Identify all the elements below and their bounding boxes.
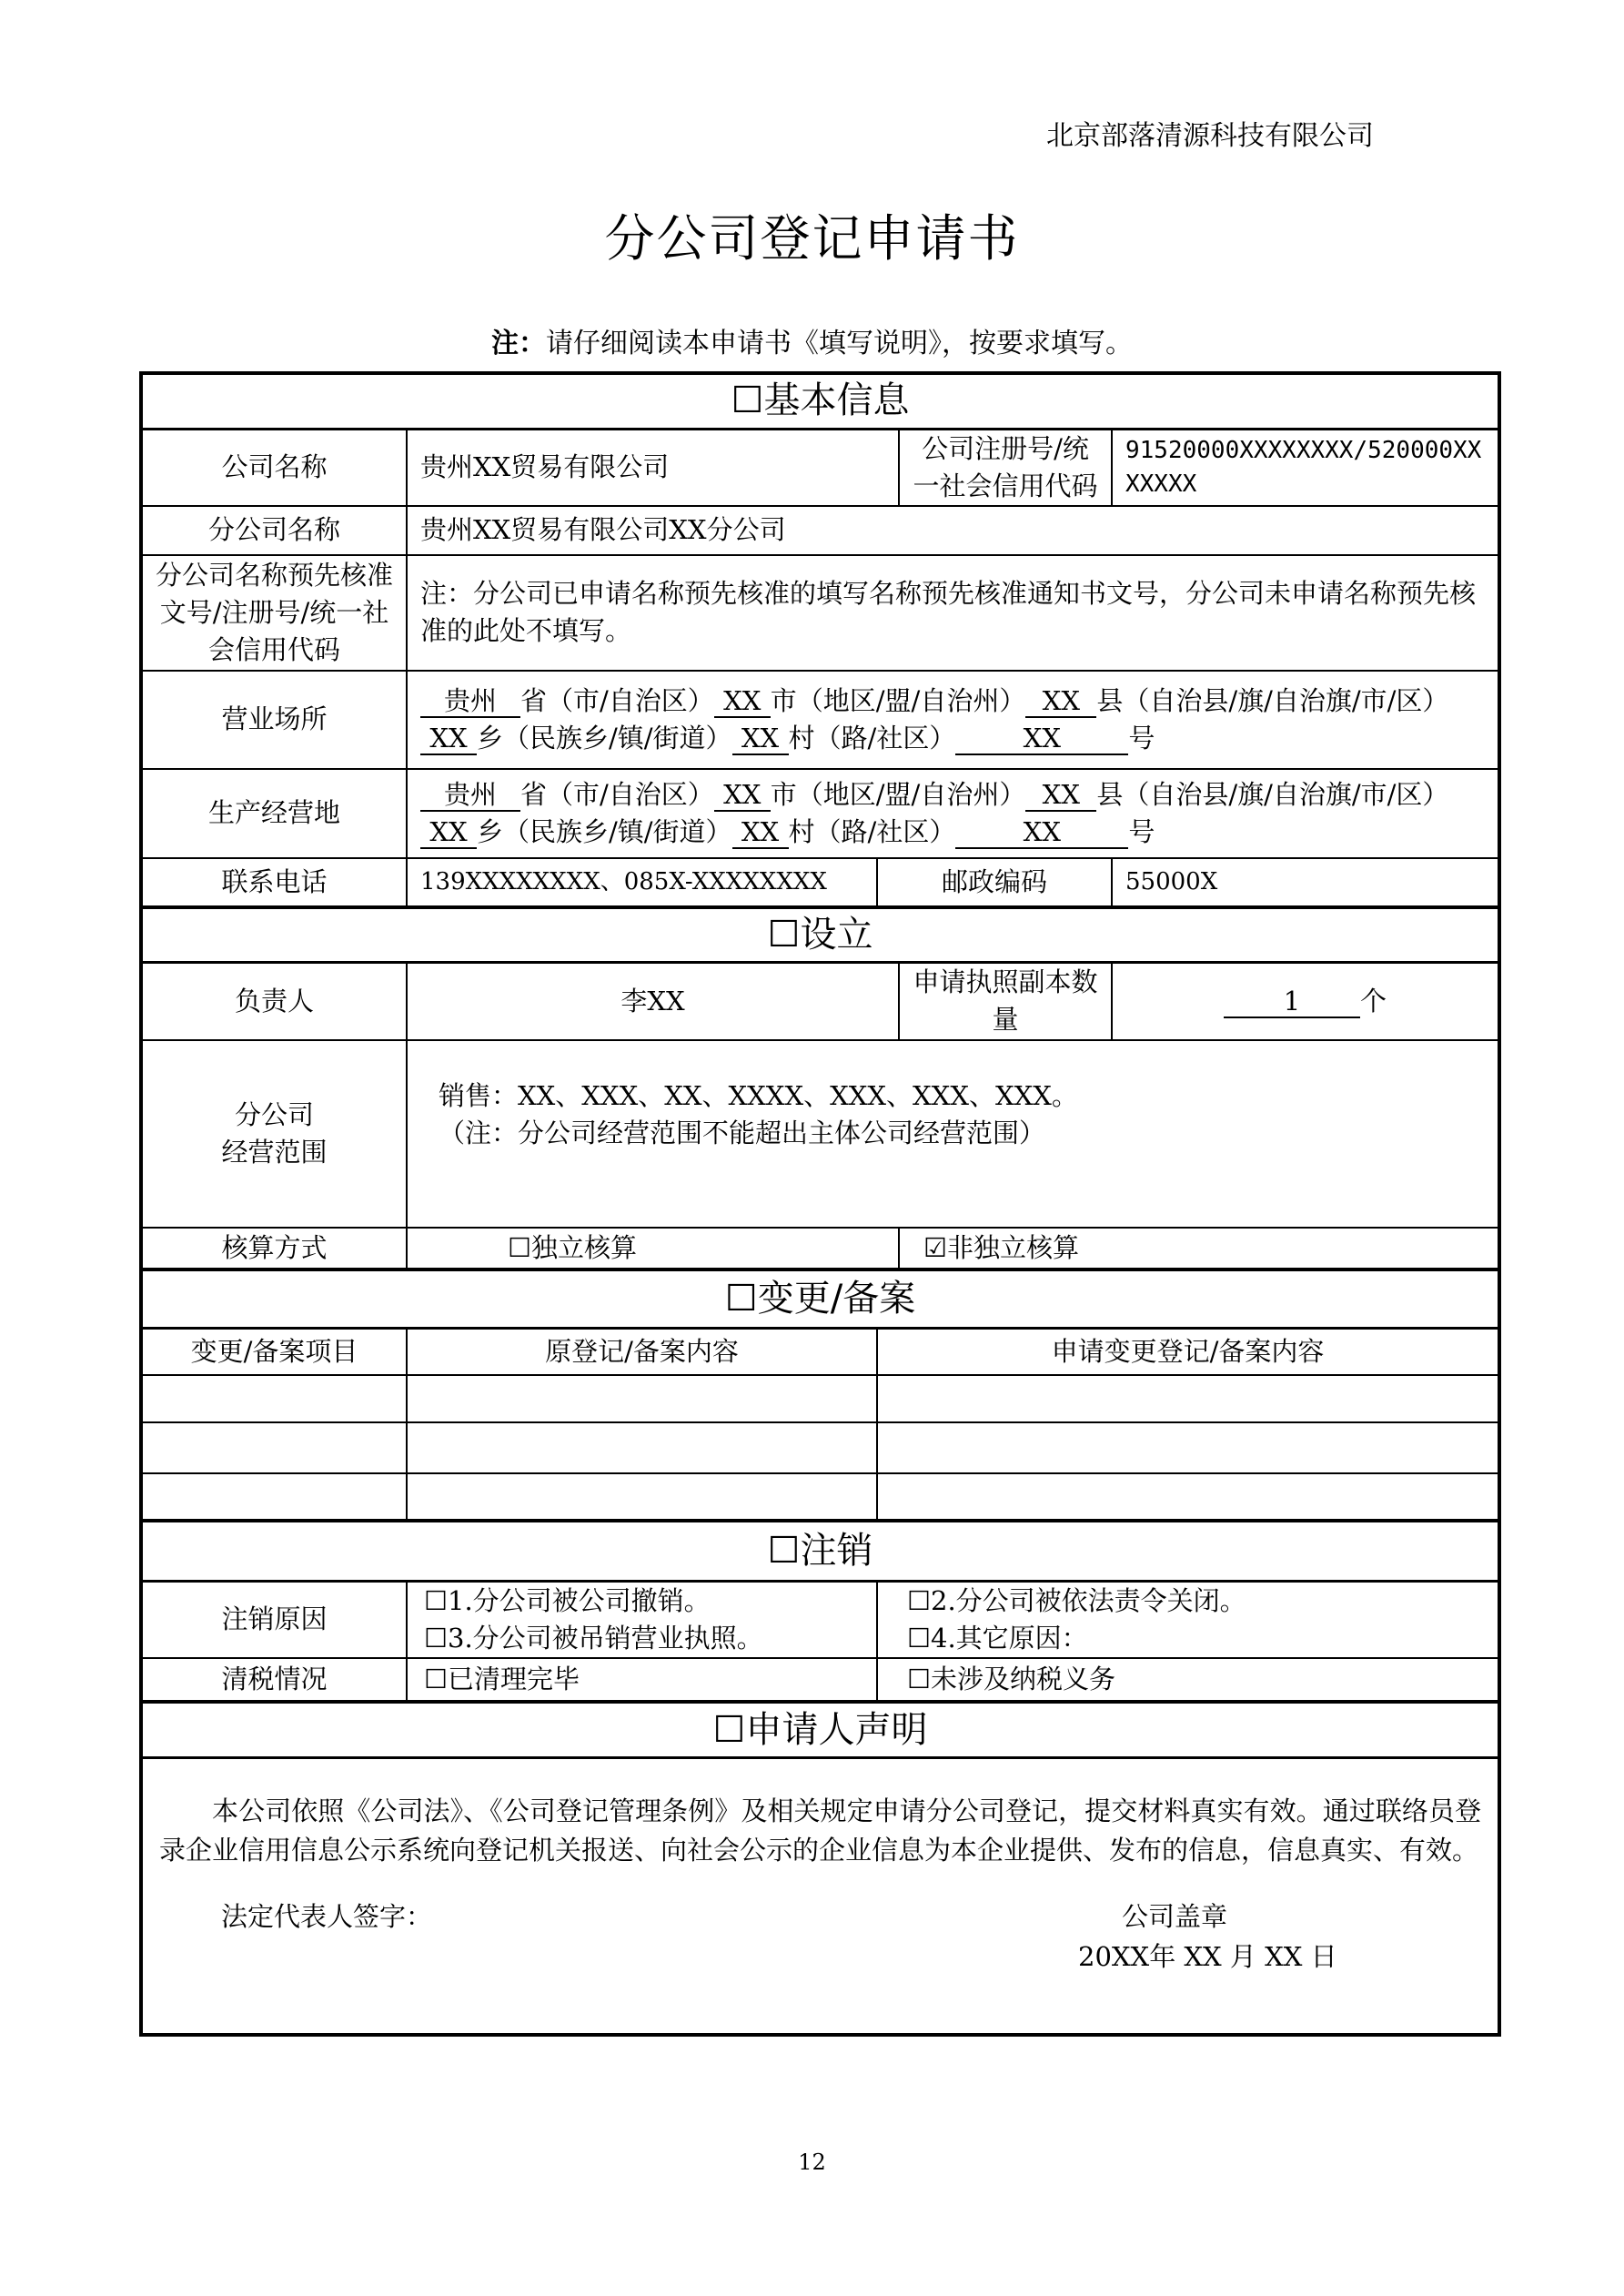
deregistration-reasons-left <box>407 1581 877 1658</box>
company-seal-label: 公司盖章 <box>1122 1900 1228 1932</box>
production-site-label: 生产经营地 <box>141 769 407 858</box>
company-name-label: 公司名称 <box>141 429 407 506</box>
production-province[interactable]: 贵州 <box>420 780 520 812</box>
section-deregistration[interactable]: ☐注销 <box>141 1521 1499 1581</box>
production-number[interactable]: XX <box>955 817 1128 849</box>
license-copies-value[interactable]: 1 <box>1224 986 1360 1018</box>
reg-no-value: 91520000XXXXXXXX/520000XXXXXXX <box>1112 429 1499 506</box>
manager-value: 李XX <box>407 962 899 1040</box>
production-city[interactable]: XX <box>714 780 771 812</box>
license-copies-field: 1 个 <box>1112 962 1499 1040</box>
instruction-label: 注： <box>491 328 546 359</box>
phone-value: 139XXXXXXXX、085X-XXXXXXXX <box>407 858 877 907</box>
section-applicant-declaration[interactable]: ☐申请人声明 <box>141 1702 1499 1758</box>
change-item-cell[interactable] <box>141 1375 407 1422</box>
production-township[interactable]: XX <box>420 817 477 849</box>
non-independent-accounting-option[interactable]: ☑非独立核算 <box>899 1228 1499 1269</box>
change-row <box>141 1473 1499 1521</box>
form-title: 分公司登记申请书 <box>604 209 1020 268</box>
section-establishment[interactable]: ☐设立 <box>141 907 1499 962</box>
premises-county[interactable]: XX <box>1025 686 1096 718</box>
manager-label: 负责人 <box>141 962 407 1040</box>
tax-cleared-option[interactable]: ☐已清理完毕 <box>407 1658 877 1702</box>
phone-label: 联系电话 <box>141 858 407 907</box>
accounting-method-label: 核算方式 <box>141 1228 407 1269</box>
independent-accounting-option[interactable]: ☐独立核算 <box>407 1228 899 1269</box>
declaration-text: 本公司依照《公司法》、《公司登记管理条例》及相关规定申请分公司登记，提交材料真实有效。通过联络员登录企业信用信息公示系统向登记机关报送、向社会公示的企业信息为本企业提供、发布的信息，信息真实、有效。 <box>159 1795 1482 1866</box>
change-item-cell[interactable] <box>141 1473 407 1521</box>
premises-number[interactable]: XX <box>955 723 1128 755</box>
original-content-header: 原登记/备案内容 <box>407 1328 877 1375</box>
change-row <box>141 1375 1499 1422</box>
business-scope-label: 分公司 经营范围 <box>141 1040 407 1228</box>
premises-village[interactable]: XX <box>732 723 789 755</box>
business-scope-text: 销售：XX、XXX、XX、XXXX、XXX、XXX、XXX。 <box>439 1080 1078 1112</box>
approval-no-note: 注：分公司已申请名称预先核准的填写名称预先核准通知书文号，分公司未申请名称预先核准的此处不填写。 <box>407 555 1499 671</box>
reason-option-4[interactable]: ☐4.其它原因： <box>907 1622 1088 1654</box>
premises-township[interactable]: XX <box>420 723 477 755</box>
application-form-table <box>139 371 1501 2037</box>
change-item-cell[interactable] <box>141 1422 407 1473</box>
production-village[interactable]: XX <box>732 817 789 849</box>
deregistration-reasons-right <box>877 1581 1499 1658</box>
postcode-label: 邮政编码 <box>877 858 1112 907</box>
deregistration-reason-label: 注销原因 <box>141 1581 407 1658</box>
no-tax-obligation-option[interactable]: ☐未涉及纳税义务 <box>877 1658 1499 1702</box>
section-basic-info[interactable]: ☐基本信息 <box>141 373 1499 429</box>
business-scope-content <box>407 1040 1499 1228</box>
reason-option-3[interactable]: ☐3.分公司被吊销营业执照。 <box>424 1622 763 1654</box>
requested-change-header: 申请变更登记/备案内容 <box>877 1328 1499 1375</box>
business-scope-note: （注：分公司经营范围不能超出主体公司经营范围） <box>439 1118 1046 1149</box>
premises-label: 营业场所 <box>141 671 407 769</box>
original-content-cell[interactable] <box>407 1422 877 1473</box>
original-content-cell[interactable] <box>407 1375 877 1422</box>
production-site-address: 贵州 省（市/自治区） XX 市（地区/盟/自治州） XX 县（自治县/旗/自治旗/市/区）XX 乡（民族乡/镇/街道） XX 村（路/社区） XX 号 <box>407 769 1499 858</box>
approval-no-label: 分公司名称预先核准文号/注册号/统一社会信用代码 <box>141 555 407 671</box>
original-content-cell[interactable] <box>407 1473 877 1521</box>
premises-province[interactable]: 贵州 <box>420 686 520 718</box>
change-row <box>141 1422 1499 1473</box>
instruction-text: 请仔细阅读本申请书《填写说明》，按要求填写。 <box>546 328 1133 359</box>
reason-option-2[interactable]: ☐2.分公司被依法责令关闭。 <box>907 1584 1246 1616</box>
reason-option-1[interactable]: ☐1.分公司被公司撤销。 <box>424 1584 711 1616</box>
section-change-filing[interactable]: ☐变更/备案 <box>141 1269 1499 1328</box>
company-name-value: 贵州XX贸易有限公司 <box>407 429 899 506</box>
branch-name-value: 贵州XX贸易有限公司XX分公司 <box>407 506 1499 555</box>
change-item-header: 变更/备案项目 <box>141 1328 407 1375</box>
premises-city[interactable]: XX <box>714 686 771 718</box>
page-number: 12 <box>798 2149 826 2175</box>
declaration-date: 20XX年 XX 月 XX 日 <box>1078 1940 1337 1972</box>
postcode-value: 55000X <box>1112 858 1499 907</box>
production-county[interactable]: XX <box>1025 780 1096 812</box>
legal-rep-signature-label: 法定代表人签字： <box>221 1900 433 1932</box>
tax-clearance-label: 清税情况 <box>141 1658 407 1702</box>
requested-change-cell[interactable] <box>877 1422 1499 1473</box>
reg-no-label: 公司注册号/统一社会信用代码 <box>899 429 1112 506</box>
license-copies-label: 申请执照副本数量 <box>899 962 1112 1040</box>
form-instruction <box>0 320 1624 360</box>
premises-address: 贵州 省（市/自治区） XX 市（地区/盟/自治州） XX 县（自治县/旗/自治旗/市/区）XX 乡（民族乡/镇/街道） XX 村（路/社区） XX 号 <box>407 671 1499 769</box>
header-company-name: 北京部落清源科技有限公司 <box>1046 120 1374 152</box>
declaration-body <box>141 1758 1499 2035</box>
requested-change-cell[interactable] <box>877 1375 1499 1422</box>
branch-name-label: 分公司名称 <box>141 506 407 555</box>
requested-change-cell[interactable] <box>877 1473 1499 1521</box>
